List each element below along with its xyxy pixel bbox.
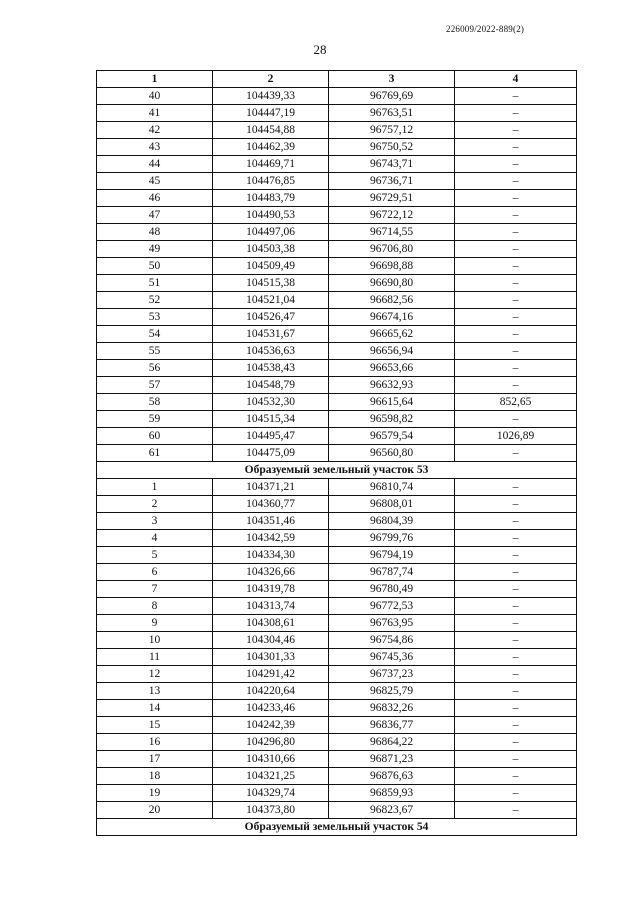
table-row	[97, 615, 577, 632]
x-coordinate-cell: 104538,43	[213, 360, 329, 377]
x-coordinate-cell: 104531,67	[213, 326, 329, 343]
table-row	[97, 377, 577, 394]
point-number-cell: 44	[97, 156, 213, 173]
x-coordinate-cell: 104503,38	[213, 241, 329, 258]
y-coordinate-cell: 96871,23	[329, 751, 455, 768]
table-row	[97, 717, 577, 734]
table-row	[97, 530, 577, 547]
x-coordinate-cell: 104532,30	[213, 394, 329, 411]
distance-cell: –	[455, 581, 577, 598]
y-coordinate-cell: 96804,39	[329, 513, 455, 530]
distance-cell: –	[455, 598, 577, 615]
point-number-cell: 6	[97, 564, 213, 581]
y-coordinate-cell: 96769,69	[329, 88, 455, 105]
table-row	[97, 445, 577, 462]
document-number: 226009/2022-889(2)	[446, 24, 525, 34]
distance-cell: –	[455, 224, 577, 241]
distance-cell: –	[455, 411, 577, 428]
x-coordinate-cell: 104495,47	[213, 428, 329, 445]
table-row	[97, 258, 577, 275]
distance-cell: –	[455, 105, 577, 122]
table-row	[97, 343, 577, 360]
section-header-row	[97, 819, 577, 836]
y-coordinate-cell: 96743,71	[329, 156, 455, 173]
distance-cell: –	[455, 275, 577, 292]
table-row	[97, 326, 577, 343]
point-number-cell: 3	[97, 513, 213, 530]
point-number-cell: 52	[97, 292, 213, 309]
x-coordinate-cell: 104319,78	[213, 581, 329, 598]
y-coordinate-cell: 96736,71	[329, 173, 455, 190]
column-header: 2	[213, 71, 329, 88]
page-number: 28	[313, 42, 327, 57]
distance-cell: –	[455, 547, 577, 564]
y-coordinate-cell: 96799,76	[329, 530, 455, 547]
y-coordinate-cell: 96794,19	[329, 547, 455, 564]
distance-cell: –	[455, 768, 577, 785]
table-row	[97, 581, 577, 598]
y-coordinate-cell: 96714,55	[329, 224, 455, 241]
distance-cell: –	[455, 190, 577, 207]
y-coordinate-cell: 96787,74	[329, 564, 455, 581]
y-coordinate-cell: 96832,26	[329, 700, 455, 717]
y-coordinate-cell: 96808,01	[329, 496, 455, 513]
point-number-cell: 49	[97, 241, 213, 258]
point-number-cell: 59	[97, 411, 213, 428]
table-row	[97, 564, 577, 581]
point-number-cell: 12	[97, 666, 213, 683]
y-coordinate-cell: 96615,64	[329, 394, 455, 411]
y-coordinate-cell: 96757,12	[329, 122, 455, 139]
table-row	[97, 88, 577, 105]
table-row	[97, 683, 577, 700]
point-number-cell: 4	[97, 530, 213, 547]
x-coordinate-cell: 104515,38	[213, 275, 329, 292]
table-row	[97, 411, 577, 428]
x-coordinate-cell: 104313,74	[213, 598, 329, 615]
table-row	[97, 632, 577, 649]
distance-cell: –	[455, 615, 577, 632]
point-number-cell: 40	[97, 88, 213, 105]
y-coordinate-cell: 96698,88	[329, 258, 455, 275]
distance-cell: 1026,89	[455, 428, 577, 445]
distance-cell: –	[455, 360, 577, 377]
x-coordinate-cell: 104360,77	[213, 496, 329, 513]
distance-cell: –	[455, 734, 577, 751]
point-number-cell: 54	[97, 326, 213, 343]
column-header: 3	[329, 71, 455, 88]
x-coordinate-cell: 104242,39	[213, 717, 329, 734]
distance-cell: –	[455, 513, 577, 530]
point-number-cell: 56	[97, 360, 213, 377]
distance-cell: –	[455, 139, 577, 156]
x-coordinate-cell: 104220,64	[213, 683, 329, 700]
x-coordinate-cell: 104526,47	[213, 309, 329, 326]
distance-cell: –	[455, 802, 577, 819]
x-coordinate-cell: 104548,79	[213, 377, 329, 394]
distance-cell: –	[455, 258, 577, 275]
table-row	[97, 173, 577, 190]
x-coordinate-cell: 104291,42	[213, 666, 329, 683]
y-coordinate-cell: 96729,51	[329, 190, 455, 207]
y-coordinate-cell: 96836,77	[329, 717, 455, 734]
table-row	[97, 360, 577, 377]
point-number-cell: 41	[97, 105, 213, 122]
point-number-cell: 46	[97, 190, 213, 207]
point-number-cell: 19	[97, 785, 213, 802]
table-row	[97, 241, 577, 258]
y-coordinate-cell: 96876,63	[329, 768, 455, 785]
section-header-row	[97, 462, 577, 479]
section-title: Образуемый земельный участок 53	[97, 462, 577, 479]
distance-cell: –	[455, 309, 577, 326]
table-row	[97, 666, 577, 683]
y-coordinate-cell: 96823,67	[329, 802, 455, 819]
x-coordinate-cell: 104304,46	[213, 632, 329, 649]
distance-cell: –	[455, 88, 577, 105]
point-number-cell: 11	[97, 649, 213, 666]
point-number-cell: 57	[97, 377, 213, 394]
x-coordinate-cell: 104447,19	[213, 105, 329, 122]
y-coordinate-cell: 96579,54	[329, 428, 455, 445]
distance-cell: –	[455, 479, 577, 496]
point-number-cell: 61	[97, 445, 213, 462]
column-header: 4	[455, 71, 577, 88]
x-coordinate-cell: 104321,25	[213, 768, 329, 785]
point-number-cell: 14	[97, 700, 213, 717]
y-coordinate-cell: 96674,16	[329, 309, 455, 326]
distance-cell: –	[455, 241, 577, 258]
point-number-cell: 47	[97, 207, 213, 224]
x-coordinate-cell: 104462,39	[213, 139, 329, 156]
y-coordinate-cell: 96745,36	[329, 649, 455, 666]
point-number-cell: 48	[97, 224, 213, 241]
y-coordinate-cell: 96763,95	[329, 615, 455, 632]
point-number-cell: 45	[97, 173, 213, 190]
point-number-cell: 43	[97, 139, 213, 156]
point-number-cell: 53	[97, 309, 213, 326]
point-number-cell: 15	[97, 717, 213, 734]
table-row	[97, 224, 577, 241]
coordinates-table	[96, 70, 577, 836]
distance-cell: –	[455, 292, 577, 309]
x-coordinate-cell: 104439,33	[213, 88, 329, 105]
table-row	[97, 649, 577, 666]
table-row	[97, 292, 577, 309]
x-coordinate-cell: 104310,66	[213, 751, 329, 768]
point-number-cell: 13	[97, 683, 213, 700]
distance-cell: –	[455, 632, 577, 649]
point-number-cell: 10	[97, 632, 213, 649]
y-coordinate-cell: 96632,93	[329, 377, 455, 394]
x-coordinate-cell: 104475,09	[213, 445, 329, 462]
y-coordinate-cell: 96560,80	[329, 445, 455, 462]
table-row	[97, 751, 577, 768]
distance-cell: –	[455, 377, 577, 394]
distance-cell: –	[455, 173, 577, 190]
point-number-cell: 60	[97, 428, 213, 445]
y-coordinate-cell: 96864,22	[329, 734, 455, 751]
y-coordinate-cell: 96653,66	[329, 360, 455, 377]
x-coordinate-cell: 104301,33	[213, 649, 329, 666]
table-header-row	[97, 71, 577, 88]
table-row	[97, 275, 577, 292]
table-body	[97, 88, 577, 836]
table-row	[97, 139, 577, 156]
x-coordinate-cell: 104454,88	[213, 122, 329, 139]
x-coordinate-cell: 104233,46	[213, 700, 329, 717]
x-coordinate-cell: 104521,04	[213, 292, 329, 309]
point-number-cell: 58	[97, 394, 213, 411]
table-row	[97, 105, 577, 122]
y-coordinate-cell: 96763,51	[329, 105, 455, 122]
section-title: Образуемый земельный участок 54	[97, 819, 577, 836]
point-number-cell: 2	[97, 496, 213, 513]
x-coordinate-cell: 104509,49	[213, 258, 329, 275]
distance-cell: –	[455, 564, 577, 581]
table-row	[97, 768, 577, 785]
point-number-cell: 7	[97, 581, 213, 598]
table-row	[97, 785, 577, 802]
point-number-cell: 20	[97, 802, 213, 819]
distance-cell: –	[455, 700, 577, 717]
table-row	[97, 207, 577, 224]
y-coordinate-cell: 96690,80	[329, 275, 455, 292]
point-number-cell: 50	[97, 258, 213, 275]
y-coordinate-cell: 96750,52	[329, 139, 455, 156]
table-row	[97, 598, 577, 615]
x-coordinate-cell: 104536,63	[213, 343, 329, 360]
y-coordinate-cell: 96772,53	[329, 598, 455, 615]
y-coordinate-cell: 96656,94	[329, 343, 455, 360]
table-row	[97, 428, 577, 445]
x-coordinate-cell: 104497,06	[213, 224, 329, 241]
table-row	[97, 734, 577, 751]
table-row	[97, 309, 577, 326]
point-number-cell: 9	[97, 615, 213, 632]
y-coordinate-cell: 96722,12	[329, 207, 455, 224]
y-coordinate-cell: 96780,49	[329, 581, 455, 598]
y-coordinate-cell: 96665,62	[329, 326, 455, 343]
distance-cell: 852,65	[455, 394, 577, 411]
y-coordinate-cell: 96706,80	[329, 241, 455, 258]
x-coordinate-cell: 104308,61	[213, 615, 329, 632]
point-number-cell: 18	[97, 768, 213, 785]
distance-cell: –	[455, 649, 577, 666]
distance-cell: –	[455, 751, 577, 768]
point-number-cell: 5	[97, 547, 213, 564]
y-coordinate-cell: 96859,93	[329, 785, 455, 802]
distance-cell: –	[455, 207, 577, 224]
table-row	[97, 700, 577, 717]
distance-cell: –	[455, 122, 577, 139]
distance-cell: –	[455, 445, 577, 462]
column-header: 1	[97, 71, 213, 88]
x-coordinate-cell: 104351,46	[213, 513, 329, 530]
distance-cell: –	[455, 717, 577, 734]
x-coordinate-cell: 104334,30	[213, 547, 329, 564]
y-coordinate-cell: 96737,23	[329, 666, 455, 683]
point-number-cell: 55	[97, 343, 213, 360]
x-coordinate-cell: 104469,71	[213, 156, 329, 173]
table-row	[97, 190, 577, 207]
y-coordinate-cell: 96682,56	[329, 292, 455, 309]
y-coordinate-cell: 96810,74	[329, 479, 455, 496]
point-number-cell: 1	[97, 479, 213, 496]
x-coordinate-cell: 104371,21	[213, 479, 329, 496]
table-row	[97, 156, 577, 173]
point-number-cell: 42	[97, 122, 213, 139]
point-number-cell: 16	[97, 734, 213, 751]
x-coordinate-cell: 104373,80	[213, 802, 329, 819]
x-coordinate-cell: 104483,79	[213, 190, 329, 207]
table-row	[97, 479, 577, 496]
distance-cell: –	[455, 156, 577, 173]
distance-cell: –	[455, 683, 577, 700]
x-coordinate-cell: 104476,85	[213, 173, 329, 190]
table-row	[97, 513, 577, 530]
table-row	[97, 547, 577, 564]
x-coordinate-cell: 104329,74	[213, 785, 329, 802]
table-row	[97, 394, 577, 411]
x-coordinate-cell: 104490,53	[213, 207, 329, 224]
distance-cell: –	[455, 343, 577, 360]
distance-cell: –	[455, 326, 577, 343]
distance-cell: –	[455, 785, 577, 802]
table-row	[97, 122, 577, 139]
x-coordinate-cell: 104326,66	[213, 564, 329, 581]
table-row	[97, 802, 577, 819]
y-coordinate-cell: 96598,82	[329, 411, 455, 428]
y-coordinate-cell: 96754,86	[329, 632, 455, 649]
x-coordinate-cell: 104515,34	[213, 411, 329, 428]
distance-cell: –	[455, 496, 577, 513]
x-coordinate-cell: 104342,59	[213, 530, 329, 547]
point-number-cell: 17	[97, 751, 213, 768]
point-number-cell: 8	[97, 598, 213, 615]
distance-cell: –	[455, 530, 577, 547]
point-number-cell: 51	[97, 275, 213, 292]
table-row	[97, 496, 577, 513]
x-coordinate-cell: 104296,80	[213, 734, 329, 751]
distance-cell: –	[455, 666, 577, 683]
y-coordinate-cell: 96825,79	[329, 683, 455, 700]
